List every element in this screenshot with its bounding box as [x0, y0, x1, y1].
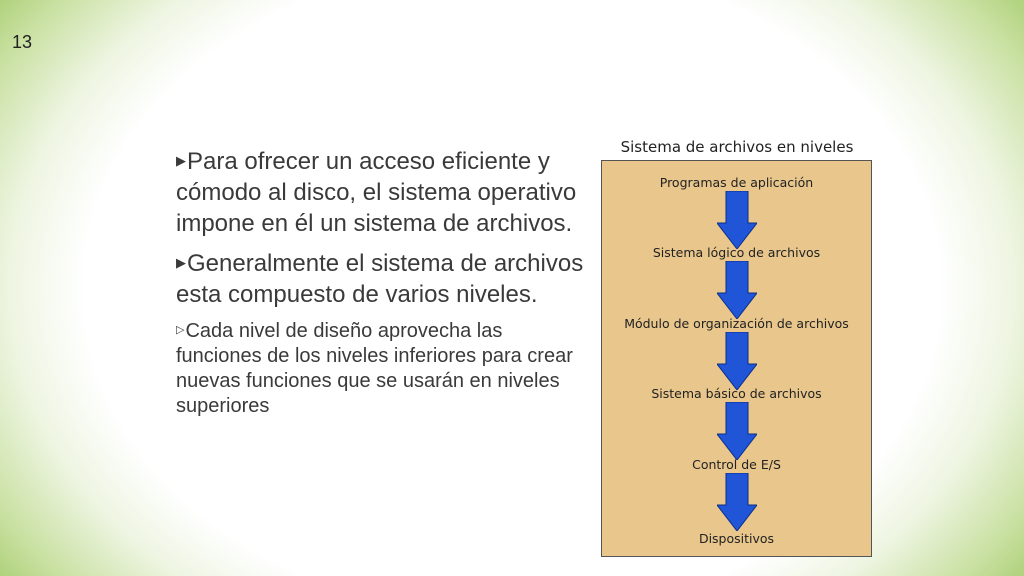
bullet-marker-icon: ▶ — [176, 153, 186, 168]
down-arrow-icon — [717, 191, 757, 249]
bullet-item — [176, 145, 586, 239]
down-arrow-icon — [717, 402, 757, 460]
level-label: Programas de aplicación — [659, 175, 814, 190]
level-label: Dispositivos — [698, 531, 775, 546]
level-label: Sistema lógico de archivos — [652, 245, 821, 260]
bullet-marker-icon: ▶ — [176, 255, 186, 270]
bullet-text: Generalmente el sistema de archivos esta compuesto de varios niveles. — [176, 250, 584, 308]
down-arrow-icon — [717, 473, 757, 531]
sub-bullet-item — [176, 318, 586, 419]
diagram-title: Sistema de archivos en niveles — [620, 138, 854, 156]
bullet-text: Para ofrecer un acceso eficiente y cómodo al disco, el sistema operativo impone en él un sistema de archivos. — [176, 148, 577, 237]
level-label: Sistema básico de archivos — [651, 386, 822, 401]
down-arrow-icon — [717, 261, 757, 319]
bullet-item — [176, 247, 586, 310]
layers-diagram — [601, 160, 872, 557]
sub-bullet-text: Cada nivel de diseño aprovecha las funciones de los niveles inferiores para crear nuevas funciones que se usarán en niveles superiores — [176, 320, 573, 417]
level-label: Módulo de organización de archivos — [624, 316, 849, 331]
bullet-list — [176, 145, 586, 419]
down-arrow-icon — [717, 332, 757, 390]
sub-bullet-marker-icon: ▷ — [176, 324, 185, 336]
level-label: Control de E/S — [692, 457, 781, 472]
slide-number: 13 — [12, 32, 33, 52]
